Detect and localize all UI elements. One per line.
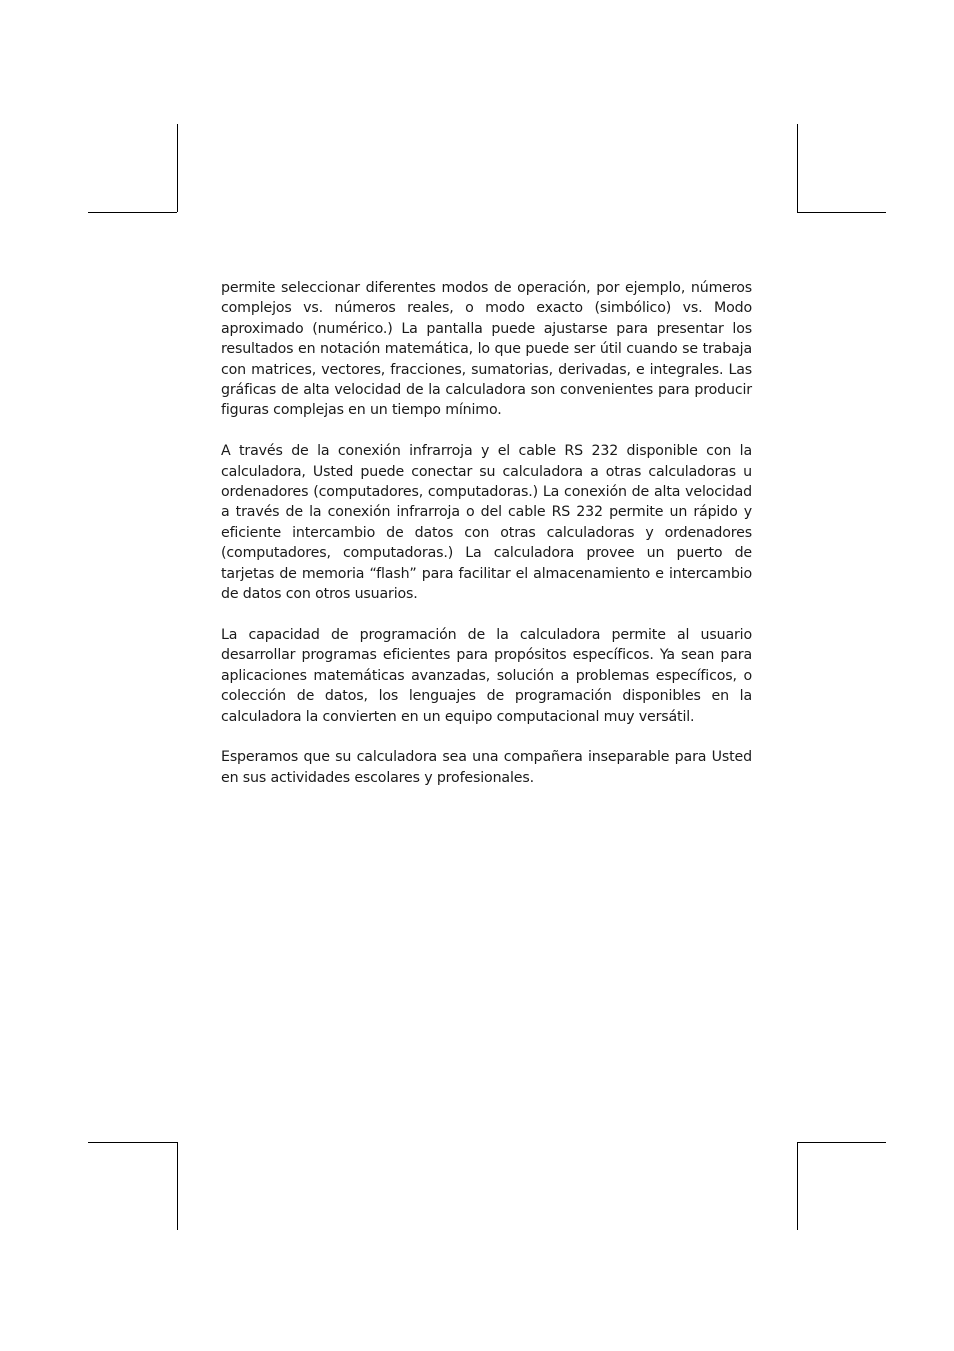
crop-mark-top-left-horizontal — [88, 212, 177, 213]
paragraph-programming: La capacidad de programación de la calculadora permite al usuario desarrollar programas eficientes para propósitos específicos. Ya sean para aplicaciones matemáticas avanzadas, solución a problemas específicos, o colección de datos, los lenguajes de programación disponibles en la calculadora la convierten en un equipo computacional muy versátil. — [221, 626, 752, 725]
paragraph-closing: Esperamos que su calculadora sea una compañera inseparable para Usted en sus actividades escolares y profesionales. — [221, 749, 752, 786]
crop-mark-bottom-left-horizontal — [88, 1142, 177, 1143]
crop-mark-bottom-left-vertical — [177, 1142, 178, 1230]
crop-mark-top-right-vertical — [797, 124, 798, 212]
crop-mark-bottom-right-vertical — [797, 1142, 798, 1230]
page-body-text — [221, 278, 752, 809]
crop-mark-top-right-horizontal — [797, 212, 886, 213]
paragraph-infrared-connection: A través de la conexión infrarroja y el cable RS 232 disponible con la calculadora, Usted puede conectar su calculadora a otras calculadoras u ordenadores (computadores, computadoras.) La conexión de alta velocidad a través de la conexión infrarroja o del cable RS 232 permite un rápido y eficiente intercambio de datos con otras calculadoras y ordenadores (computadores, computadoras.) La calculadora provee un puerto de tarjetas de memoria “flash” para facilitar el almacenamiento e intercambio de datos con otros usuarios. — [221, 443, 752, 603]
crop-mark-top-left-vertical — [177, 124, 178, 212]
paragraph-operation-modes: permite seleccionar diferentes modos de operación, por ejemplo, números complejos vs. números reales, o modo exacto (simbólico) vs. Modo aproximado (numérico.) La pantalla puede ajustarse para presentar los resultados en notación matemática, lo que puede ser útil cuando se trabaja con matrices, vectores, fracciones, sumatorias, derivadas, e integrales. Las gráficas de alta velocidad de la calculadora son convenientes para producir figuras complejas en un tiempo mínimo. — [221, 280, 752, 419]
crop-mark-bottom-right-horizontal — [797, 1142, 886, 1143]
